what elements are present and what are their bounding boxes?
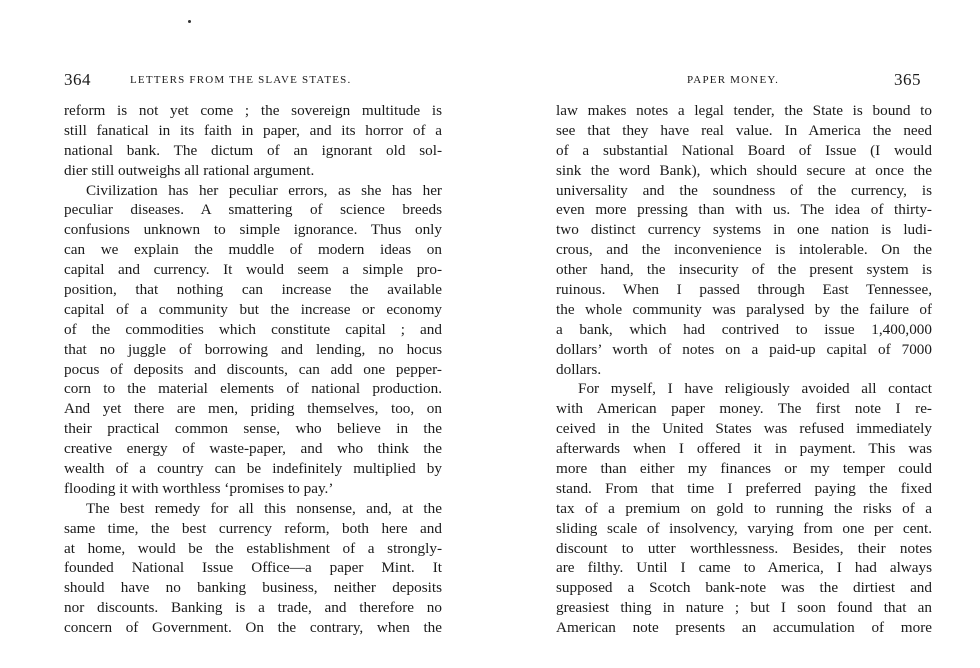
text-line: with American paper money. The first note I re- xyxy=(556,400,932,418)
text-line: confusions unknown to simple ignorance. Thus only xyxy=(64,221,442,239)
text-line: capital and currency. It would seem a simple pro- xyxy=(64,261,442,279)
text-line: that no juggle of borrowing and lending, no hocus xyxy=(64,340,442,358)
text-line: universality and the soundness of the currency, is xyxy=(556,181,932,199)
text-line: capital of a community but the increase or economy xyxy=(64,300,442,318)
text-line: a bank, which had contrived to issue 1,400,000 xyxy=(556,320,932,338)
text-line: sink the word Bank), which should secure at once the xyxy=(556,161,932,179)
text-line: The best remedy for all this nonsense, and, at the xyxy=(86,499,442,517)
text-line: crous, and the inconvenience is intolerable. On the xyxy=(556,241,932,259)
text-line: ceived in the United States was refused immediately xyxy=(556,420,932,438)
text-line: same time, the best currency reform, both here and xyxy=(64,519,442,537)
text-line: concern of Government. On the contrary, when the xyxy=(64,619,442,637)
text-line: of the commodities which constitute capital ; and xyxy=(64,320,442,338)
right-body-text xyxy=(556,101,932,638)
text-line: dollars. xyxy=(556,360,602,378)
text-line: American note presents an accumulation of more xyxy=(556,619,932,637)
text-line: position, that nothing can increase the available xyxy=(64,281,442,299)
text-line: sliding scale of insolvency, varying from one per cent. xyxy=(556,519,932,537)
text-line: corn to the material elements of national production. xyxy=(64,380,442,398)
text-line: supposed a Scotch bank-note was the dirtiest and xyxy=(556,579,932,597)
text-line: even more pressing than with us. The idea of thirty- xyxy=(556,201,932,219)
left-running-head: LETTERS FROM THE SLAVE STATES. xyxy=(130,74,352,86)
text-line: creative energy of waste-paper, and who think the xyxy=(64,440,442,458)
text-line: still fanatical in its faith in paper, and its horror of a xyxy=(64,121,442,139)
text-line: wealth of a country can be indefinitely multiplied by xyxy=(64,460,442,478)
right-page-number: 365 xyxy=(894,70,921,89)
text-line: two distinct currency systems in one nation is ludi- xyxy=(556,221,932,239)
text-line: peculiar diseases. A smattering of science breeds xyxy=(64,201,442,219)
right-running-head: PAPER MONEY. xyxy=(687,74,780,86)
text-line: nor discounts. Banking is a trade, and therefore no xyxy=(64,599,442,617)
text-line: are filthy. Until I came to America, I had always xyxy=(556,559,932,577)
text-line: more than either my finances or my temper could xyxy=(556,460,932,478)
text-line: tax of a premium on gold to running the risks of a xyxy=(556,499,932,517)
text-line: their practical common sense, who believe in the xyxy=(64,420,442,438)
text-line: pocus of deposits and discounts, can add one pepper- xyxy=(64,360,442,378)
text-line: ruinous. When I passed through East Tennessee, xyxy=(556,281,932,299)
text-line: the whole community was paralysed by the failure of xyxy=(556,300,932,318)
left-page-number: 364 xyxy=(64,70,91,89)
text-line: of a substantial National Board of Issue (I would xyxy=(556,141,932,159)
text-line: founded National Issue Office—a paper Mint. It xyxy=(64,559,442,577)
text-line: other hand, the insecurity of the present system is xyxy=(556,261,932,279)
text-line: discount to utter worthlessness. Besides, their notes xyxy=(556,539,932,557)
text-line: can we explain the muddle of modern ideas on xyxy=(64,241,442,259)
text-line: flooding it with worthless ‘promises to pay.’ xyxy=(64,479,334,497)
text-line: law makes notes a legal tender, the State is bound to xyxy=(556,102,932,119)
text-line: Civilization has her peculiar errors, as she has her xyxy=(86,181,442,199)
text-line: see that they have real value. In America the need xyxy=(556,121,932,139)
text-line: at home, would be the establishment of a strongly- xyxy=(64,539,442,557)
text-line: And yet there are men, priding themselves, too, on xyxy=(64,400,442,418)
text-line: afterwards when I offered it in payment. This was xyxy=(556,440,932,458)
text-line: reform is not yet come ; the sovereign multitude is xyxy=(64,102,442,119)
text-line: dier still outweighs all rational argument. xyxy=(64,161,315,179)
left-body-text xyxy=(64,101,442,638)
text-line: For myself, I have religiously avoided all contact xyxy=(578,380,932,398)
text-line: should have no banking business, neither deposits xyxy=(64,579,442,597)
text-line: national bank. The dictum of an ignorant old sol- xyxy=(64,141,442,159)
text-line: stand. From that time I preferred paying the fixed xyxy=(556,479,932,497)
right-page xyxy=(490,0,980,668)
text-line: dollars’ worth of notes on a paid-up capital of 7000 xyxy=(556,340,932,358)
text-line: greasiest thing in nature ; but I soon found that an xyxy=(556,599,932,617)
